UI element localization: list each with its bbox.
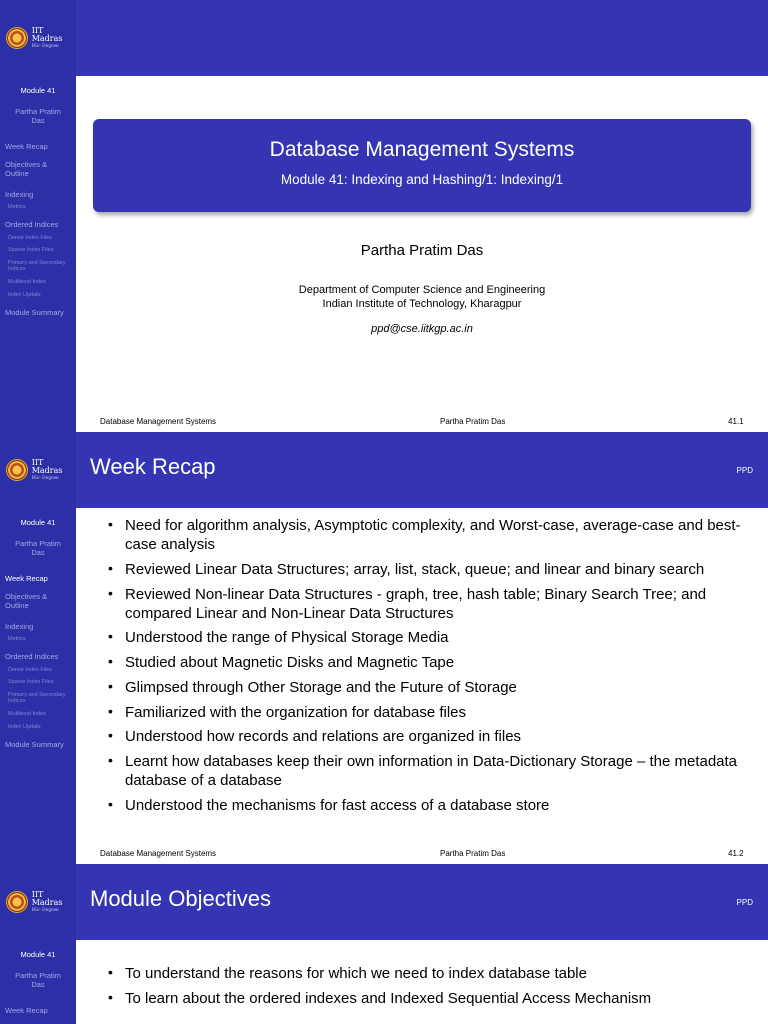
author-name: Partha Pratim Das [360,242,484,259]
sidebar-module[interactable]: Module 41 [20,86,56,95]
footer-course: Database Management Systems [100,849,217,858]
affiliation-institute: Indian Institute of Technology, Kharagpur [322,298,522,311]
sidebar-item-objectives[interactable]: Objectives & Outline [5,160,48,178]
logo-title: IIT Madras [31,26,63,43]
logo-title: IIT Madras [31,458,63,475]
sidebar-item-metrics[interactable]: Metrics [8,204,26,210]
sidebar-item-dense-index[interactable]: Dense Index Files [8,235,53,241]
sidebar-nav [0,940,76,1024]
iit-seal-icon [6,891,28,913]
sidebar-item-sparse-index[interactable]: Sparse Index Files [8,247,54,253]
sidebar-nav [0,508,76,864]
sidebar-module[interactable]: Module 41 [20,518,56,527]
sidebar-item-summary[interactable]: Module Summary [5,308,64,317]
affiliation-dept: Department of Computer Science and Engineering [298,284,546,296]
sidebar-item-index-update[interactable]: Index Update [8,292,41,298]
list-item: • To understand the reasons for which we need to index database table [108,964,587,982]
slide-title [0,0,768,432]
logo-subtitle: BSc Degree [31,908,59,913]
footer-author: Partha Pratim Das [440,417,506,426]
iit-seal-icon [6,27,28,49]
list-item: • Understood the mechanisms for fast access of a database store [108,795,550,814]
iit-madras-logo [6,891,76,914]
logo-area [0,0,76,76]
sidebar-item-indexing[interactable]: Indexing [5,622,34,631]
title-block [93,119,751,212]
sidebar-item-week-recap[interactable]: Week Recap [5,1006,48,1015]
logo-subtitle: BSc Degree [31,476,59,481]
sidebar-item-multilevel[interactable]: Multilevel Index [8,711,46,717]
sidebar-item-metrics[interactable]: Metrics [8,636,26,642]
sidebar-item-primary-secondary[interactable]: Primary and Secondary Indices [8,692,66,705]
slide-week-recap [0,432,768,864]
list-item: • Reviewed Linear Data Structures; array, list, stack, queue; and linear and binary search [108,559,705,578]
sidebar-item-week-recap[interactable]: Week Recap [5,142,48,151]
list-item: • Glimpsed through Other Storage and the Future of Storage [108,677,517,696]
list-item: • To learn about the ordered indexes and Indexed Sequential Access Mechanism [108,988,652,1007]
footer-course: Database Management Systems [100,417,217,426]
sidebar-item-dense-index[interactable]: Dense Index Files [8,667,53,673]
slide-module-objectives [0,864,768,1024]
list-item: • Studied about Magnetic Disks and Magnetic Tape [108,653,455,672]
header-bar [0,0,768,76]
presentation-title: Database Management Systems [269,138,575,161]
frame-title: Week Recap [90,454,216,479]
objectives-list [108,964,748,1013]
logo-area [0,864,76,940]
sidebar-author[interactable]: Partha Pratim Das [15,971,61,989]
sidebar-nav [0,76,76,432]
sidebar-item-summary[interactable]: Module Summary [5,740,64,749]
list-item: • Learnt how databases keep their own information in Data-Dictionary Storage – the metadata database of a database [108,751,738,790]
ppd-tag: PPD [736,466,753,475]
iit-madras-logo [6,27,76,50]
iit-seal-icon [6,459,28,481]
list-item: • Understood how records and relations are organized in files [108,727,522,746]
sidebar-item-multilevel[interactable]: Multilevel Index [8,279,46,285]
sidebar-author[interactable]: Partha Pratim Das [15,107,61,125]
iit-madras-logo [6,459,76,482]
frame-title: Module Objectives [90,886,271,911]
sidebar-item-ordered-indices[interactable]: Ordered Indices [5,652,59,661]
logo-title: IIT Madras [31,890,63,907]
footer-page-number: 41.1 [728,417,744,426]
recap-list [108,516,748,820]
author-email[interactable]: ppd@cse.iitkgp.ac.in [371,323,473,335]
list-item: • Understood the range of Physical Storage Media [108,628,449,647]
logo-subtitle: BSc Degree [31,44,59,49]
sidebar-item-objectives[interactable]: Objectives & Outline [5,592,48,610]
logo-area [0,432,76,508]
ppd-tag: PPD [736,898,753,907]
sidebar-item-week-recap[interactable]: Week Recap [5,574,48,583]
sidebar-item-indexing[interactable]: Indexing [5,190,34,199]
list-item: • Reviewed Non-linear Data Structures - graph, tree, hash table; Binary Search Tree; and compared Linear and Non-Linear Data Structures [108,584,707,622]
sidebar-item-sparse-index[interactable]: Sparse Index Files [8,679,54,685]
affiliation [76,283,768,312]
footer-author: Partha Pratim Das [440,849,506,858]
presentation-subtitle: Module 41: Indexing and Hashing/1: Indexing/1 [280,172,564,187]
sidebar-item-index-update[interactable]: Index Update [8,724,41,730]
list-item: • Need for algorithm analysis, Asymptotic complexity, and Worst-case, average-case and best-case analysis [108,516,741,554]
sidebar-author[interactable]: Partha Pratim Das [15,539,61,557]
sidebar-item-primary-secondary[interactable]: Primary and Secondary Indices [8,260,66,273]
sidebar-item-ordered-indices[interactable]: Ordered Indices [5,220,59,229]
list-item: • Familiarized with the organization for database files [108,702,467,721]
footer-page-number: 41.2 [728,849,744,858]
sidebar-module[interactable]: Module 41 [20,950,56,959]
